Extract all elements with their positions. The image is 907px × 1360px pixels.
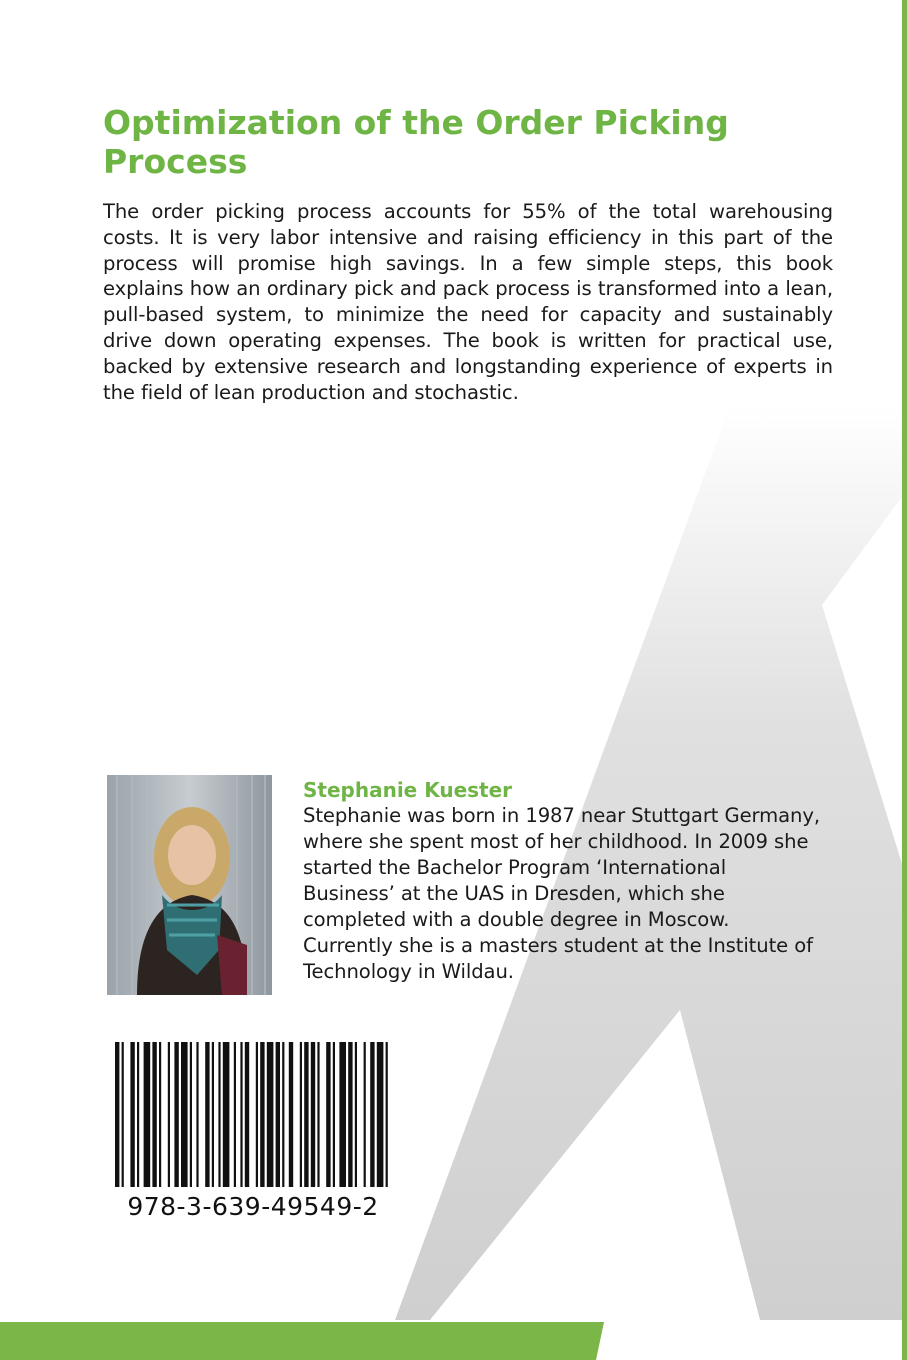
book-title: Optimization of the Order Picking Process [103,103,729,181]
author-photo [107,775,272,995]
barcode-bars [115,1042,391,1187]
isbn-number: 978-3-639-49549-2 [127,1192,379,1221]
bottom-green-band [0,1318,907,1360]
book-blurb: The order picking process accounts for 55% of the total warehousing costs. It is very labor intensive and raising efficiency in this part of the process will promise high savings. In a few simple steps, this book explains how an ordinary pick and pack process is transformed into a lean, pull-based system, to minimize the need for capacity and sustainably drive down operating expenses. The book is written for practical use, backed by extensive research and longstanding experience of experts in the field of lean production and stochastic. [103,200,833,404]
isbn-barcode [107,1032,399,1228]
author-name: Stephanie Kuester [303,778,513,802]
author-bio: Stephanie was born in 1987 near Stuttgart Germany, where she spent most of her childhood. In 2009 she started the Bachelor Program ‘International Business’ at the UAS in Dresden, which she completed with a double degree in Moscow. Currently she is a masters student at the Institute of Technology in Wildau. [303,804,820,983]
right-edge-stripe [902,0,907,1360]
